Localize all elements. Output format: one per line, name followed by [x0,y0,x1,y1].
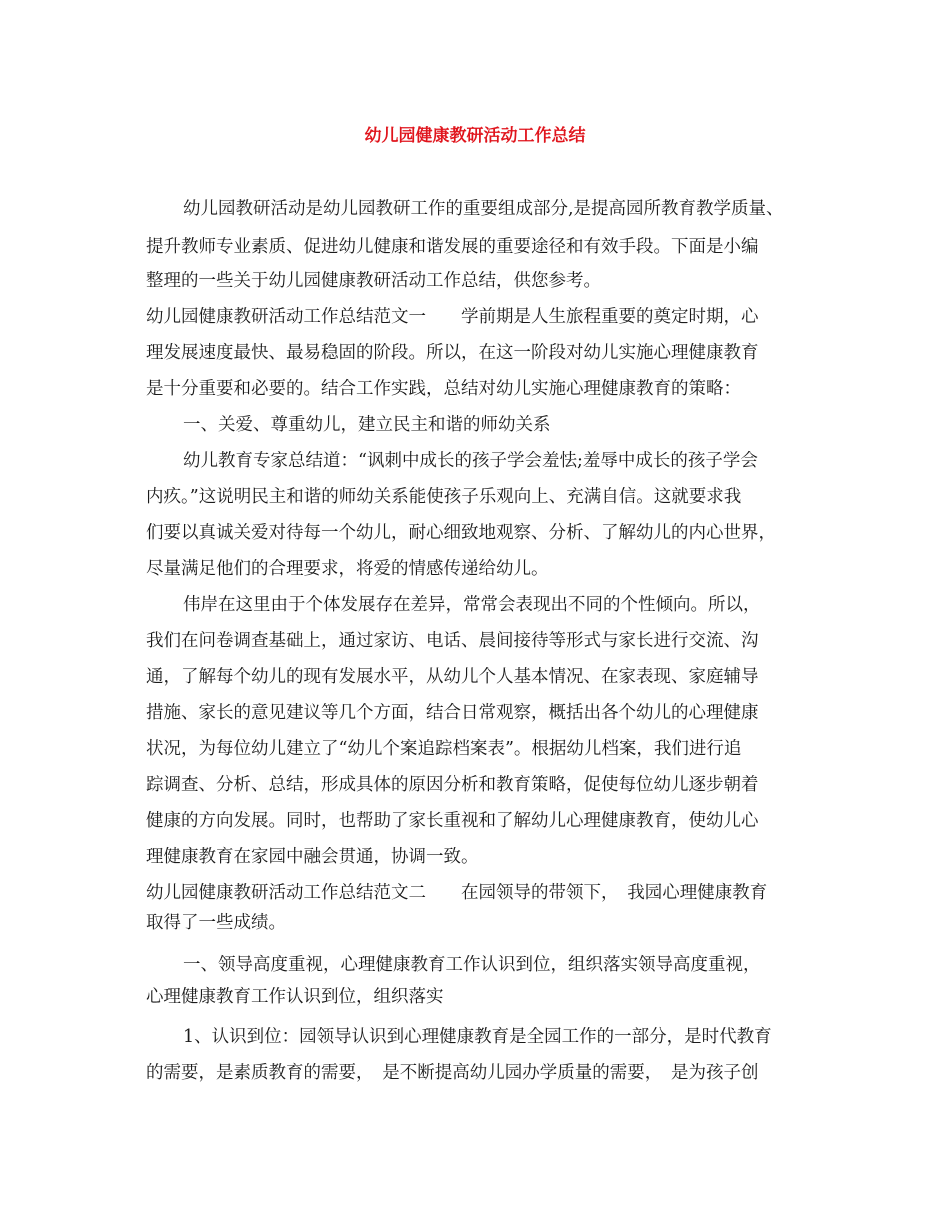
paragraph-line: 幼儿园健康教研活动工作总结范文一 学前期是人生旅程重要的奠定时期，心 [146,307,759,327]
paragraph-line: 们要以真诚关爱对待每一个幼儿，耐心细致地观察、分析、了解幼儿的内心世界， [146,523,776,543]
document-title: 幼儿园健康教研活动工作总结 [364,126,586,146]
paragraph-line: 尽量满足他们的合理要求，将爱的情感传递给幼儿。 [146,559,549,579]
paragraph-line: 幼儿园健康教研活动工作总结范文二 在园领导的带领下， 我园心理健康教育 [146,883,768,903]
paragraph-line: 通，了解每个幼儿的现有发展水平，从幼儿个人基本情况、在家表现、家庭辅导 [146,667,759,687]
paragraph-line: 健康的方向发展。同时，也帮助了家长重视和了解幼儿心理健康教育，使幼儿心 [146,811,759,831]
section-heading: 一、关爱、尊重幼儿，建立民主和谐的师幼关系 [183,415,551,435]
paragraph-line: 1、认识到位：园领导认识到心理健康教育是全园工作的一部分，是时代教育 [183,1027,772,1047]
paragraph-line: 幼儿园教研活动是幼儿园教研工作的重要组成部分,是提高园所教育教学质量、 [183,199,784,219]
paragraph-line: 内疚。”这说明民主和谐的师幼关系能使孩子乐观向上、充满自信。这就要求我 [146,487,742,507]
paragraph-line: 整理的一些关于幼儿园健康教研活动工作总结，供您参考。 [146,271,601,291]
paragraph-line: 理发展速度最快、最易稳固的阶段。所以，在这一阶段对幼儿实施心理健康教育 [146,343,759,363]
paragraph-line: 伟岸在这里由于个体发展存在差异，常常会表现出不同的个性倾向。所以， [183,595,761,615]
paragraph-line: 取得了一些成绩。 [146,913,286,933]
paragraph-line: 状况，为每位幼儿建立了“幼儿个案追踪档案表”。根据幼儿档案，我们进行追 [146,739,742,759]
paragraph-line: 是十分重要和必要的。结合工作实践，总结对幼儿实施心理健康教育的策略： [146,379,741,399]
paragraph-line: 措施、家长的意见建议等几个方面，结合日常观察，概括出各个幼儿的心理健康 [146,703,759,723]
paragraph-line: 理健康教育在家园中融会贯通，协调一致。 [146,847,479,867]
paragraph-line: 我们在问卷调查基础上，通过家访、电话、晨间接待等形式与家长进行交流、沟 [146,631,759,651]
paragraph-line: 心理健康教育工作认识到位，组织落实 [146,987,444,1007]
section-heading: 一、领导高度重视，心理健康教育工作认识到位，组织落实领导高度重视， [183,955,761,975]
paragraph-line: 提升教师专业素质、促进幼儿健康和谐发展的重要途径和有效手段。下面是小编 [146,237,759,257]
paragraph-line: 踪调查、分析、总结，形成具体的原因分析和教育策略，促使每位幼儿逐步朝着 [146,775,759,795]
paragraph-line: 的需要，是素质教育的需要， 是不断提高幼儿园办学质量的需要， 是为孩子创 [146,1063,759,1083]
paragraph-line: 幼儿教育专家总结道：“讽刺中成长的孩子学会羞怯;羞辱中成长的孩子学会 [183,451,758,471]
